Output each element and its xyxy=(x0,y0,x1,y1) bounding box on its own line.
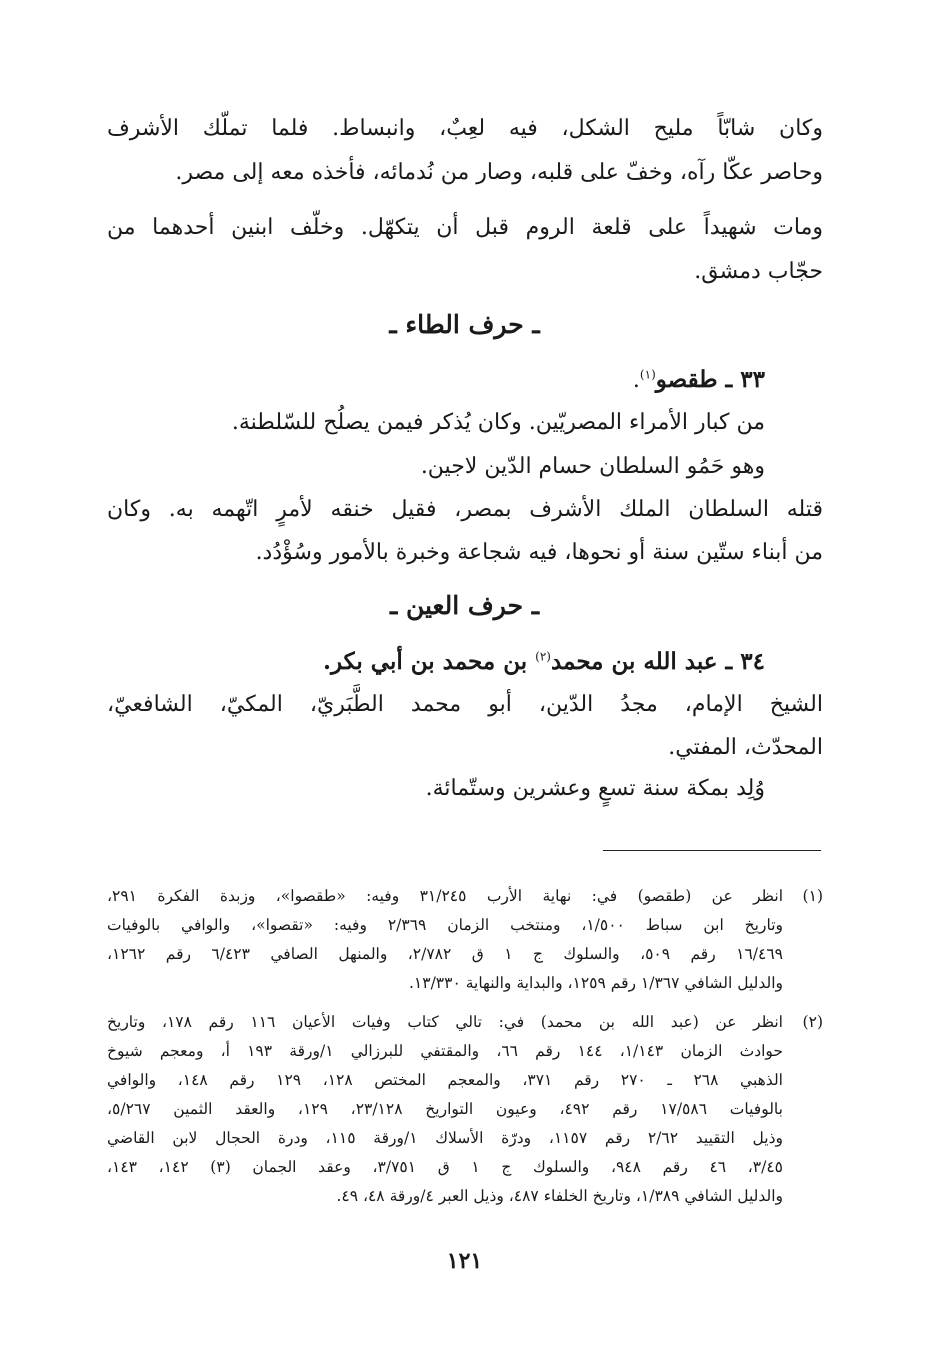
body-paragraph-2-line-2: حجّاب دمشق. xyxy=(694,259,823,284)
entry-34-title xyxy=(105,646,765,679)
entry-34-name-continued: بن محمد بن أبي بكر. xyxy=(322,648,536,675)
section-heading-ta: ـ حرف الطاء ـ xyxy=(389,310,540,339)
footnote-1-line-1: انظر عن (طقصو) في: نهاية الأرب ٣١/٢٤٥ وفيه: «طقصوا»، وزبدة الفكرة ٢٩١، xyxy=(107,887,784,905)
body-paragraph-2-line-1: ومات شهيداً على قلعة الروم قبل أن يتكهّل. وخلّف ابنين أحدهما من xyxy=(107,215,823,240)
footnote-2-number: (٢) xyxy=(802,1013,823,1031)
entry-33-name: ٣٣ ـ طقصو xyxy=(655,366,765,393)
footnote-1-line-3: ١٦/٤٦٩ رقم ٥٠٩، والسلوك ج ١ ق ٢/٧٨٢، والمنهل الصافي ٦/٤٢٣ رقم ١٢٦٢، xyxy=(107,945,783,963)
body-paragraph-1-line-2: وحاصر عكّا رآه، وخفّ على قلبه، وصار من نُدمائه، فأخذه معه إلى مصر. xyxy=(175,160,823,185)
footnote-2-line-5: وذيل التقييد ٢/٦٢ رقم ١١٥٧، ودرّة الأسلاك ١/ورقة ١١٥، ودرة الحجال لابن القاضي xyxy=(107,1129,783,1147)
footnote-ref-2[interactable]: (٢) xyxy=(535,649,551,664)
footnote-separator xyxy=(603,850,821,851)
footnote-2-line-6: ٣/٤٥، ٤٦ رقم ٩٤٨، والسلوك ج ١ ق ٣/٧٥١، وعقد الجمان (٣) ١٤٢، ١٤٣، xyxy=(107,1158,783,1176)
entry-33-line-1: من كبار الأمراء المصريّين. وكان يُذكر فيمن يصلُح للسّلطنة. xyxy=(231,410,765,435)
entry-34-line-3: وُلِد بمكة سنة تسعٍ وعشرين وستّمائة. xyxy=(425,776,765,801)
entry-33-suffix: . xyxy=(632,368,640,393)
footnote-1-line-4: والدليل الشافي ١/٣٦٧ رقم ١٢٥٩، والبداية والنهاية ١٣/٣٣٠. xyxy=(408,974,783,992)
footnote-ref-1[interactable]: (١) xyxy=(639,367,656,382)
entry-34-line-2: المحدّث، المفتي. xyxy=(668,735,823,760)
entry-33-line-2: وهو حَمُو السلطان حسام الدّين لاجين. xyxy=(420,454,765,479)
footnote-2-line-7: والدليل الشافي ١/٣٨٩، وتاريخ الخلفاء ٤٨٧، وذيل العبر ٤/ورقة ٤٨، ٤٩. xyxy=(336,1187,783,1205)
entry-33-line-4: من أبناء ستّين سنة أو نحوها، فيه شجاعة وخبرة بالأمور وسُؤْدُد. xyxy=(255,540,823,565)
page-number: ١٢١ xyxy=(446,1248,483,1274)
body-paragraph-1-line-1: وكان شابّاً مليح الشكل، فيه لعِبٌ، وانبساط. فلما تملّك الأشرف xyxy=(107,116,823,141)
entry-33-line-3: قتله السلطان الملك الأشرف بمصر، فقيل خنقه لأمرٍ اتّهمه به. وكان xyxy=(107,497,823,522)
section-heading-ain: ـ حرف العين ـ xyxy=(389,591,540,620)
entry-34-line-1: الشيخ الإمام، مجدُ الدّين، أبو محمد الطَّبَريّ، المكيّ، الشافعيّ، xyxy=(107,692,823,717)
footnote-1-number: (١) xyxy=(802,887,823,905)
footnote-2-line-3: الذهبي ٢٦٨ ـ ٢٧٠ رقم ٣٧١، والمعجم المختص ١٢٨، ١٢٩ رقم ١٤٨، والوافي xyxy=(107,1071,783,1089)
footnote-2-line-2: حوادث الزمان ١/١٤٣، ١٤٤ رقم ٦٦، والمقتفي للبرزالي ١/ورقة ١٩٣ أ، ومعجم شيوخ xyxy=(107,1042,783,1060)
footnote-2-line-4: بالوفيات ١٧/٥٨٦ رقم ٤٩٢، وعيون التواريخ ٢٣/١٢٨، ١٢٩، والعقد الثمين ٥/٢٦٧، xyxy=(107,1100,783,1118)
entry-33-title xyxy=(105,364,765,397)
entry-34-name: ٣٤ ـ عبد الله بن محمد xyxy=(550,648,765,675)
footnote-1-line-2: وتاريخ ابن سباط ١/٥٠٠، ومنتخب الزمان ٢/٣٦٩ وفيه: «تقصوا»، والوافي بالوفيات xyxy=(107,916,783,934)
footnote-2-line-1: انظر عن (عبد الله بن محمد) في: تالي كتاب وفيات الأعيان ١١٦ رقم ١٧٨، وتاريخ xyxy=(107,1013,783,1031)
